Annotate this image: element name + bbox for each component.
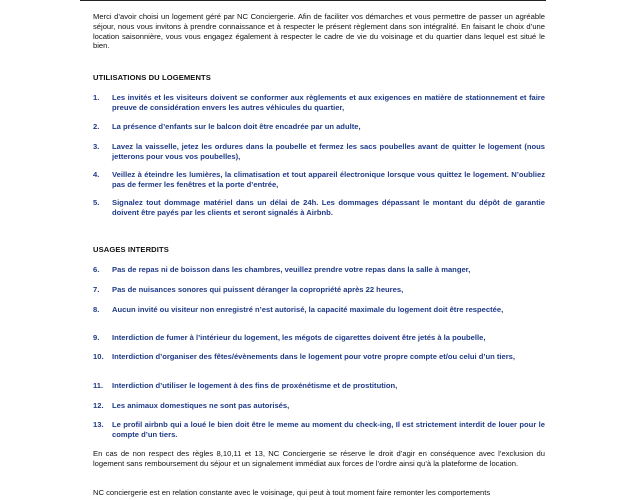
footer-paragraph-voisinage: NC conciergerie est en relation constante avec le voisinage, qui peut à tout moment faire remonter les comportements <box>93 488 491 497</box>
rule-item-5 <box>93 198 545 217</box>
rule-text: Le profil airbnb qui a loué le bien doit être le meme au moment du check-ing, Il est strictement interdit de louer pour le compte d’un tiers. <box>112 420 545 439</box>
rule-item-4 <box>93 170 545 189</box>
rule-text: Signalez tout dommage matériel dans un délai de 24h. Les dommages dépassant le montant du dépôt de garantie doivent être payés par les clients et seront signalés à Airbnb. <box>112 198 545 217</box>
rule-text: Pas de repas ni de boisson dans les chambres, veuillez prendre votre repas dans la salle à manger, <box>112 265 471 274</box>
rule-item-11 <box>93 381 545 391</box>
rule-number: 3. <box>93 142 100 151</box>
rule-text: Veillez à éteindre les lumières, la climatisation et tout appareil électronique lorsque vous quittez le logement. N’oubliez pas de fermer les fenêtres et la porte d’entrée, <box>112 170 545 189</box>
top-rule <box>80 0 546 1</box>
rule-text: Aucun invité ou visiteur non enregistré n’est autorisé, la capacité maximale du logement doit être respectée, <box>112 305 504 314</box>
rule-text: Interdiction de fumer à l’intérieur du logement, les mégots de cigarettes doivent être jetés à la poubelle, <box>112 333 486 342</box>
rule-item-1 <box>93 93 545 112</box>
intro-paragraph: Merci d’avoir choisi un logement géré par NC Conciergerie. Afin de faciliter vos démarches et vous permettre de passer un agréable séjour, nous vous invitons à prendre connaissance et à respecter le présent règlement dans son intégralité. En faisant le choix d’une location saisonnière, vous vous engagez également à respecter le cadre de vie du voisinage et du quartier dans lequel est situé le bien. <box>93 12 545 51</box>
rule-number: 5. <box>93 198 100 207</box>
rule-item-3 <box>93 142 545 161</box>
rule-number: 9. <box>93 333 100 342</box>
rule-item-6 <box>93 265 545 275</box>
rule-number: 1. <box>93 93 100 102</box>
rule-text: Pas de nuisances sonores qui puissent déranger la copropriété après 22 heures, <box>112 285 404 294</box>
footer-paragraph-sanctions: En cas de non respect des règles 8,10,11 et 13, NC Conciergerie se réserve le droit d’agir en conséquence avec l’exclusion du logement sans remboursement du séjour et un signalement immédiat aux forces de l’ordre ainsi qu’à la plateforme de location. <box>93 449 545 468</box>
rule-item-12 <box>93 401 545 411</box>
rule-item-10 <box>93 352 545 362</box>
rule-text: Interdiction d’organiser des fêtes/évènements dans le logement pour votre propre compte et/ou celui d’un tiers, <box>112 352 515 361</box>
rule-number: 10. <box>93 352 104 361</box>
rule-item-13 <box>93 420 545 439</box>
rule-number: 12. <box>93 401 104 410</box>
rule-text: Les invités et les visiteurs doivent se conformer aux règlements et aux exigences en matière de stationnement et faire preuve de considération envers les autres véhicules du quartier, <box>112 93 545 112</box>
rule-item-7 <box>93 285 545 295</box>
rule-number: 7. <box>93 285 100 294</box>
rule-number: 13. <box>93 420 104 429</box>
rule-text: Interdiction d’utiliser le logement à des fins de proxénétisme et de prostitution, <box>112 381 398 390</box>
rule-item-2 <box>93 122 545 132</box>
rule-number: 4. <box>93 170 100 179</box>
rule-text: La présence d’enfants sur le balcon doit être encadrée par un adulte, <box>112 122 361 131</box>
rule-text: Lavez la vaisselle, jetez les ordures dans la poubelle et fermez les sacs poubelles avant de quitter le logement (nous jetterons pour vous vos poubelles), <box>112 142 545 161</box>
rule-number: 8. <box>93 305 100 314</box>
rule-item-8 <box>93 305 545 315</box>
section-title-usages-interdits: USAGES INTERDITS <box>93 245 169 254</box>
rule-text: Les animaux domestiques ne sont pas autorisés, <box>112 401 290 410</box>
rule-number: 6. <box>93 265 100 274</box>
rule-number: 11. <box>93 381 104 390</box>
section-title-utilisations: UTILISATIONS DU LOGEMENTS <box>93 73 211 82</box>
rule-item-9 <box>93 333 545 343</box>
rule-number: 2. <box>93 122 100 131</box>
